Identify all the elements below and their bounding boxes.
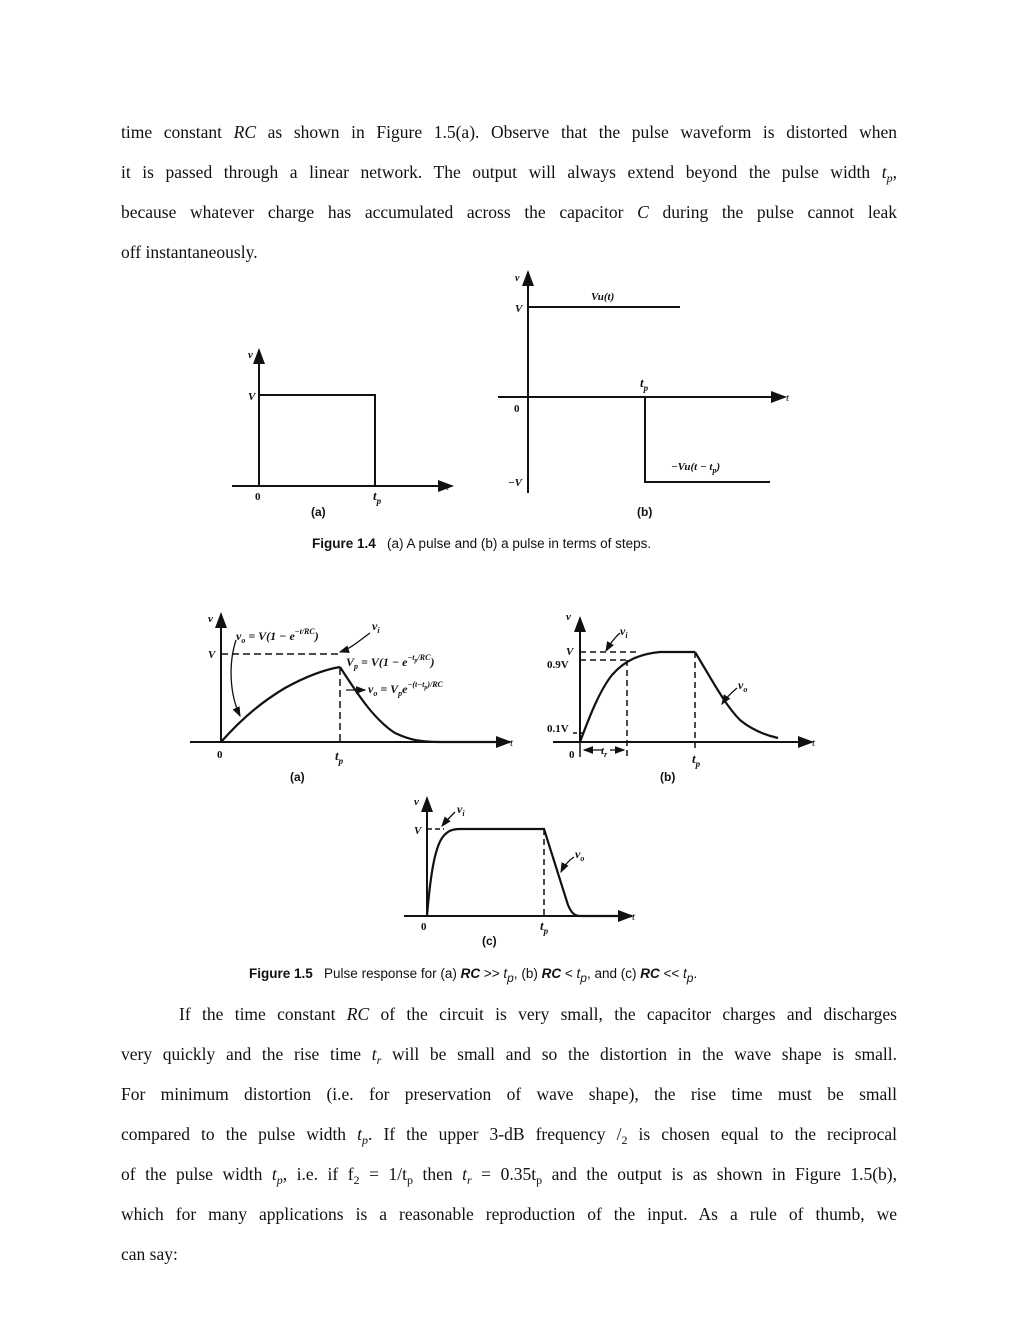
fig14a-V-label: V [248,391,256,403]
fig15a-tp-label: $t_p$ [335,748,344,766]
fig15b-vi-label: $v_i$ [620,624,628,640]
figure-1-5-caption-label: Figure 1.5 [249,966,313,981]
fig15c-vi-label: $v_i$ [457,802,465,818]
fig15b-vo-leader [722,688,737,704]
paragraph-1-line-1: time constant RC as shown in Figure 1.5(a). Observe that the pulse waveform is distorted when [121,122,897,142]
fig14b-v-label: v [515,273,520,284]
fig15b-01V-label: 0.1V [547,723,569,735]
fig15a-discharge-curve [340,667,510,742]
fig15c-t-label: t [632,911,636,923]
fig14a-t-label: t [446,481,450,493]
fig15c-pulse-curve [427,829,632,916]
fig14a-pulse [259,395,375,486]
fig14b-tp-label: $t_p$ [640,375,649,393]
figure-1-5-c [404,798,632,916]
figure-1-5-caption [249,966,698,985]
paragraph-2-line-2: very quickly and the rise time $t_r$ will be small and so the distortion in the wave shape is small. [121,1044,897,1067]
fig15a-v-label: v [208,613,213,625]
fig15b-vo-label: $v_o$ [738,678,748,694]
figure-1-5-caption-text: Pulse response for (a) RC >> $t_p$, (b) RC < $t_p$, and (c) RC << $t_p$. [324,966,698,985]
paragraph-1-line-2: it is passed through a linear network. The output will always extend beyond the pulse width $t_p$, [121,162,897,185]
fig15c-origin: 0 [421,921,427,933]
paragraph-2-line-5: of the pulse width $t_p$, i.e. if $f_2 = 1/t_p$ then $t_r = 0.35t_p$ and the output is as shown in Figure 1.5(b), [121,1164,898,1187]
fig14b-step-label: Vu(t) [591,291,615,303]
fig15a-vo-discharge-eq: $v_o = V_pe^{-(t-t}p)/RC$ [368,680,443,698]
figure-1-4-caption [312,536,651,551]
fig15a-t-label: t [510,737,514,749]
figure-1-4-caption-text: (a) A pulse and (b) a pulse in terms of steps. [387,536,652,551]
fig15b-t-label: t [812,737,816,749]
fig15b-panel: (b) [660,770,676,784]
fig14b-V-label: V [515,303,523,315]
paragraph-2-line-6: which for many applications is a reasonable reproduction of the input. As a rule of thumb, we [121,1204,897,1224]
fig15a-panel: (a) [290,770,305,784]
figure-1-4-caption-label: Figure 1.4 [312,536,376,551]
fig15b-v-label: v [566,611,571,623]
paragraph-2 [121,994,897,1274]
fig15b-vi-leader [606,633,620,651]
fig15a-charge-curve [221,667,340,742]
fig15b-V-label: V [566,646,574,658]
fig15a-vo-leader [231,640,240,716]
fig15c-V-label: V [414,825,422,837]
fig15b-origin: 0 [569,749,575,761]
fig15b-tr-label: $t_r$ [601,745,608,759]
fig14b-panel: (b) [637,505,653,519]
fig15c-vo-leader [561,857,574,872]
fig15a-V-label: V [208,649,216,661]
fig15c-v-label: v [414,796,419,808]
fig14b-origin: 0 [514,403,520,415]
fig15c-tp-label: $t_p$ [540,918,549,936]
paragraph-2-line-1: If the time constant RC of the circuit is very small, the capacitor charges and discharges [179,1004,897,1024]
fig15a-vi-label: $v_i$ [372,619,380,635]
paragraph-2-line-3: For minimum distortion (i.e. for preservation of wave shape), the rise time must be small [121,1084,897,1104]
fig14a-origin: 0 [255,491,261,503]
figure-1-4-a [232,350,452,486]
fig14b-negV-label: −V [508,477,523,489]
figure-1-5-b [553,618,812,757]
fig15c-panel: (c) [482,934,497,948]
fig15c-vo-label: $v_o$ [575,847,585,863]
fig15b-fall-curve [695,652,778,738]
fig15b-tp-label: $t_p$ [692,751,701,769]
paragraph-1-line-3: because whatever charge has accumulated across the capacitor C during the pulse cannot leak [121,202,897,222]
paragraph-2-line-4: compared to the pulse width $t_p$. If the upper 3-dB frequency $/_2$ is chosen equal to the reciprocal [121,1124,897,1147]
fig15a-origin: 0 [217,749,223,761]
fig15a-vo-charge-eq: $v_o = V(1 - e^{-t/RC})$ [236,627,319,645]
fig15b-09V-label: 0.9V [547,659,569,671]
paragraph-1-line-4: off instantaneously. [121,242,258,262]
fig15a-vp-eq: $V_p = V(1 - e^{-t}p/RC)$ [346,653,435,671]
fig14a-tp-label: $t_p$ [373,488,382,506]
fig15a-vi-leader [340,633,370,652]
fig14b-step-positive [528,307,680,397]
fig15c-vi-leader [442,812,455,826]
fig14b-t-label: t [786,392,790,404]
fig15b-rise-curve [580,652,695,742]
paragraph-2-line-7: can say: [121,1244,178,1264]
fig14a-v-label: v [248,349,253,361]
fig14b-neg-step-label: $-Vu(t - t_p)$ [671,461,721,475]
fig14a-panel: (a) [311,505,326,519]
